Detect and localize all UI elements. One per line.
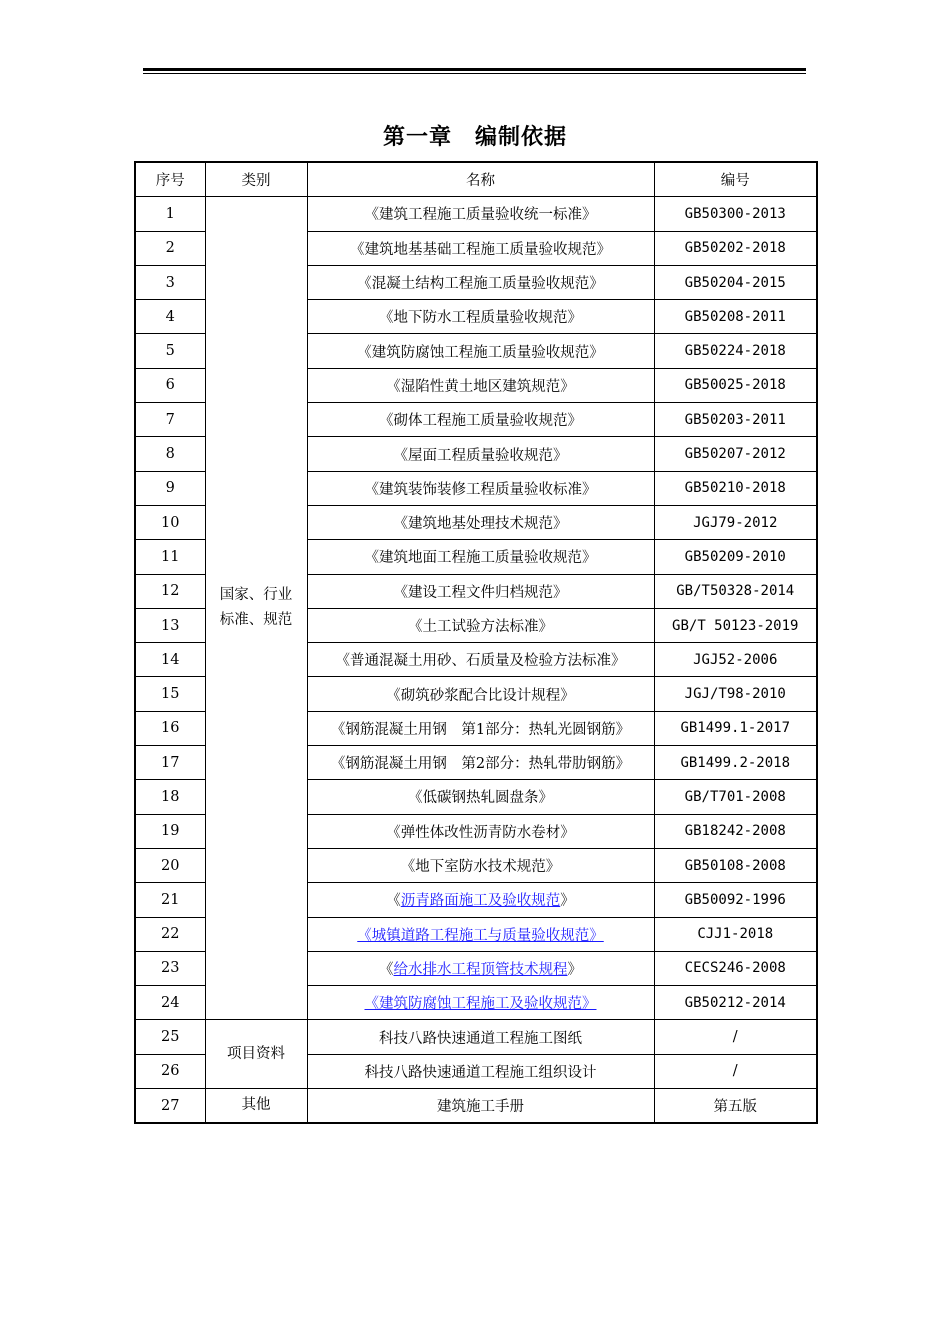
standard-code: GB50207-2012 (654, 437, 817, 471)
row-number: 14 (135, 643, 205, 677)
category-national: 国家、行业标准、规范 (205, 197, 307, 1020)
table-header-row (135, 162, 817, 197)
standard-name: 《建筑防腐蚀工程施工质量验收规范》 (307, 334, 654, 368)
row-number: 6 (135, 368, 205, 402)
standard-name: 《普通混凝土用砂、石质量及检验方法标准》 (307, 643, 654, 677)
standard-code: GB50300-2013 (654, 197, 817, 231)
standard-code: GB18242-2008 (654, 814, 817, 848)
category-project: 项目资料 (205, 1020, 307, 1089)
standard-name-prefix: 《 (386, 893, 401, 910)
table-row (135, 197, 817, 231)
row-number: 26 (135, 1054, 205, 1088)
standard-code: GB50204-2015 (654, 265, 817, 299)
standard-code: GB/T50328-2014 (654, 574, 817, 608)
row-number: 20 (135, 848, 205, 882)
standard-name: 《弹性体改性沥青防水卷材》 (307, 814, 654, 848)
row-number: 25 (135, 1020, 205, 1054)
row-number: 5 (135, 334, 205, 368)
standard-name: 科技八路快速通道工程施工图纸 (307, 1020, 654, 1054)
standard-code: GB50209-2010 (654, 540, 817, 574)
standard-code: JGJ52-2006 (654, 643, 817, 677)
header-rule-thin (143, 73, 806, 74)
standard-name: 《砌筑砂浆配合比设计规程》 (307, 677, 654, 711)
row-number: 10 (135, 505, 205, 539)
row-number: 22 (135, 917, 205, 951)
row-number: 15 (135, 677, 205, 711)
standard-name: 《屋面工程质量验收规范》 (307, 437, 654, 471)
standard-name: 《湿陷性黄土地区建筑规范》 (307, 368, 654, 402)
standard-name: 《地下室防水技术规范》 (307, 848, 654, 882)
standard-name: 《砌体工程施工质量验收规范》 (307, 403, 654, 437)
standard-code: GB50202-2018 (654, 231, 817, 265)
standard-name[interactable] (307, 986, 654, 1020)
table-row (135, 1089, 817, 1124)
standard-code: GB50203-2011 (654, 403, 817, 437)
standard-name: 《钢筋混凝土用钢 第2部分：热轧带肋钢筋》 (307, 746, 654, 780)
header-no: 序号 (135, 162, 205, 197)
standard-name-link[interactable]: 给水排水工程顶管技术规程 (393, 961, 568, 978)
standard-name-suffix: 》 (560, 893, 575, 910)
standard-code: GB/T701-2008 (654, 780, 817, 814)
standard-name-link[interactable]: 《城镇道路工程施工与质量验收规范》 (357, 927, 604, 944)
standard-code: GB50025-2018 (654, 368, 817, 402)
standard-name[interactable] (307, 917, 654, 951)
row-number: 12 (135, 574, 205, 608)
table-row (135, 1020, 817, 1054)
standard-code: JGJ79-2012 (654, 505, 817, 539)
row-number: 27 (135, 1089, 205, 1124)
standard-name[interactable] (307, 951, 654, 985)
standard-name[interactable] (307, 883, 654, 917)
standard-name: 《建筑地面工程施工质量验收规范》 (307, 540, 654, 574)
header-rule-thick (143, 68, 806, 71)
row-number: 13 (135, 608, 205, 642)
row-number: 3 (135, 265, 205, 299)
standard-name: 《建筑地基基础工程施工质量验收规范》 (307, 231, 654, 265)
standard-name-prefix: 《 (379, 961, 394, 978)
standard-name: 科技八路快速通道工程施工组织设计 (307, 1054, 654, 1088)
row-number: 8 (135, 437, 205, 471)
row-number: 16 (135, 711, 205, 745)
standard-code: GB/T 50123-2019 (654, 608, 817, 642)
standard-code: JGJ/T98-2010 (654, 677, 817, 711)
table-body (135, 197, 817, 1124)
standard-code: CJJ1-2018 (654, 917, 817, 951)
row-number: 9 (135, 471, 205, 505)
standard-name: 《地下防水工程质量验收规范》 (307, 300, 654, 334)
row-number: 2 (135, 231, 205, 265)
row-number: 21 (135, 883, 205, 917)
standard-code: GB1499.1-2017 (654, 711, 817, 745)
row-number: 18 (135, 780, 205, 814)
standard-code: GB50210-2018 (654, 471, 817, 505)
standard-name: 《土工试验方法标准》 (307, 608, 654, 642)
chapter-title: 第一章 编制依据 (382, 125, 567, 150)
row-number: 19 (135, 814, 205, 848)
standard-code: GB50092-1996 (654, 883, 817, 917)
header-category: 类别 (205, 162, 307, 197)
standard-code: GB1499.2-2018 (654, 746, 817, 780)
row-number: 23 (135, 951, 205, 985)
standard-name-link[interactable]: 《建筑防腐蚀工程施工及验收规范》 (364, 996, 597, 1013)
standard-name: 《建筑装饰装修工程质量验收标准》 (307, 471, 654, 505)
header-name: 名称 (307, 162, 654, 197)
standard-name: 《混凝土结构工程施工质量验收规范》 (307, 265, 654, 299)
standard-code: GB50208-2011 (654, 300, 817, 334)
standard-name: 建筑施工手册 (307, 1089, 654, 1124)
row-number: 11 (135, 540, 205, 574)
standard-name: 《建筑地基处理技术规范》 (307, 505, 654, 539)
standard-code: CECS246-2008 (654, 951, 817, 985)
standard-code: GB50108-2008 (654, 848, 817, 882)
standard-name: 《建筑工程施工质量验收统一标准》 (307, 197, 654, 231)
row-number: 7 (135, 403, 205, 437)
category-other: 其他 (205, 1089, 307, 1124)
standard-code: GB50212-2014 (654, 986, 817, 1020)
standard-name: 《钢筋混凝土用钢 第1部分：热轧光圆钢筋》 (307, 711, 654, 745)
header-code: 编号 (654, 162, 817, 197)
row-number: 4 (135, 300, 205, 334)
standard-code: / (654, 1054, 817, 1088)
standard-name: 《建设工程文件归档规范》 (307, 574, 654, 608)
standard-code: / (654, 1020, 817, 1054)
row-number: 24 (135, 986, 205, 1020)
standard-name: 《低碳钢热轧圆盘条》 (307, 780, 654, 814)
row-number: 1 (135, 197, 205, 231)
standard-name-suffix: 》 (567, 961, 582, 978)
standard-name-link[interactable]: 沥青路面施工及验收规范 (400, 893, 561, 910)
basis-table (134, 161, 818, 1124)
row-number: 17 (135, 746, 205, 780)
standard-code: 第五版 (654, 1089, 817, 1124)
standard-code: GB50224-2018 (654, 334, 817, 368)
